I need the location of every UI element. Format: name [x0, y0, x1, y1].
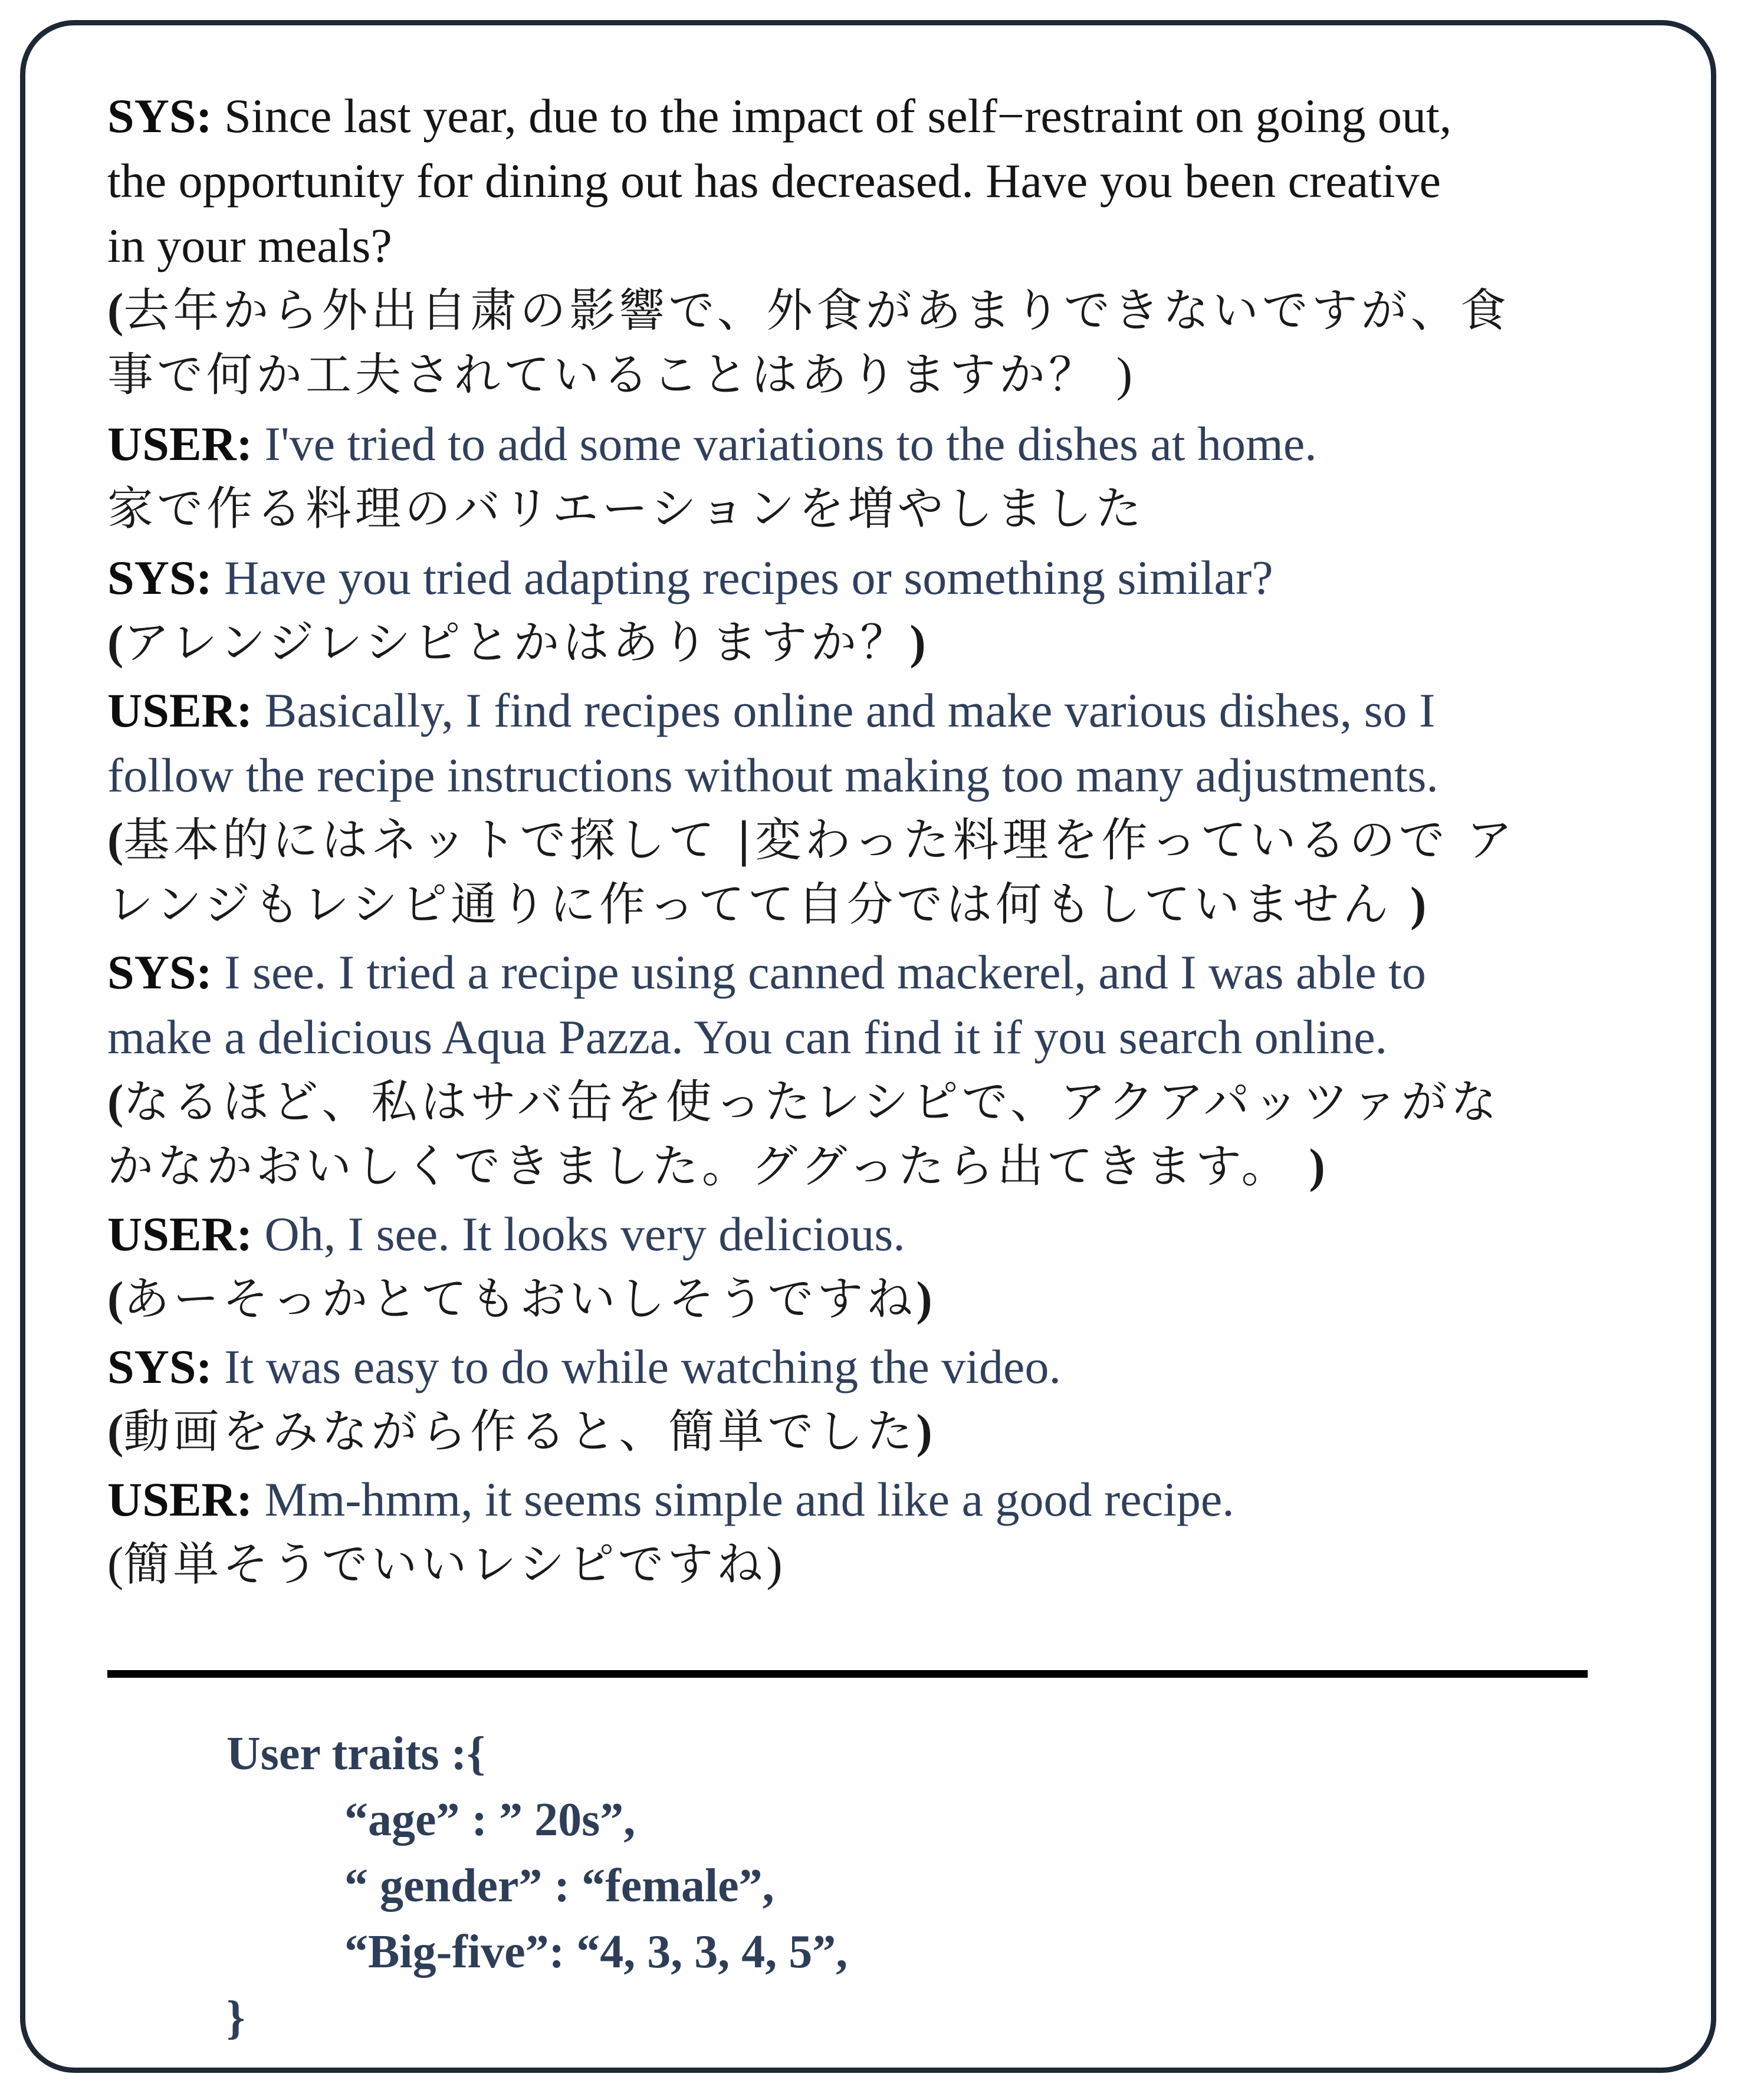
japanese-text: なるほど、私はサバ缶を使ったレシピで、アクアパッツァがな — [123, 1076, 1500, 1129]
utterance-text: Basically, I find recipes online and make various dishes, so I — [252, 683, 1436, 737]
open-paren: ( — [107, 813, 124, 866]
turn-sys-1 — [107, 84, 1641, 407]
close-paren: ) — [909, 615, 926, 669]
utterance-text: It was easy to do while watching the video. — [212, 1340, 1061, 1394]
japanese-text: アレンジレシピとかはありますか？ — [123, 616, 910, 669]
dialogue-transcript — [107, 84, 1641, 1596]
close-paren: ) — [1116, 347, 1133, 401]
japanese-text: 去年から外出自粛の影響で、外食があまりできないですが、食 — [123, 284, 1510, 337]
japanese-text: 家で作る料理のバリエーションを増やしました — [107, 482, 1145, 535]
traits-header: User traits :{ — [226, 1728, 485, 1780]
open-paren: ( — [107, 1074, 124, 1128]
turn-user-4 — [107, 1467, 1641, 1596]
speaker-label: SYS: — [107, 551, 212, 604]
utterance-line — [107, 940, 1641, 1005]
user-traits-block — [226, 1721, 848, 2051]
translation-line — [107, 1070, 1641, 1134]
open-paren: ( — [107, 1271, 124, 1325]
utterance-text: follow the recipe instructions without making too many adjustments. — [107, 748, 1438, 802]
speaker-label: SYS: — [107, 1340, 212, 1394]
open-paren: ( — [107, 283, 124, 337]
japanese-text: 基本的にはネットで探して |変わった料理を作っているので ア — [123, 814, 1516, 867]
speaker-label: USER: — [107, 1473, 253, 1526]
translation-line — [107, 1399, 1641, 1464]
close-paren: ) — [1410, 877, 1427, 931]
utterance-line — [107, 84, 1641, 149]
utterance-text: in your meals? — [107, 219, 392, 272]
translation-line — [107, 476, 1641, 541]
close-paren: ) — [916, 1404, 932, 1458]
close-paren: ) — [1309, 1139, 1325, 1192]
japanese-text: レンジもレシピ通りに作ってて自分では何もしていません — [107, 878, 1410, 931]
utterance-line — [107, 412, 1641, 476]
traits-close-brace: } — [226, 1992, 245, 2044]
translation-line — [107, 343, 1641, 407]
turn-user-1 — [107, 412, 1641, 541]
trait-big-five: “Big-five”: “4, 3, 3, 4, 5”, — [344, 1926, 848, 1978]
japanese-text: あーそっかとてもおいしそうですね — [123, 1273, 917, 1326]
speaker-label: USER: — [107, 417, 253, 471]
close-paren: ) — [916, 1271, 932, 1325]
utterance-line — [107, 678, 1641, 743]
translation-line — [107, 1267, 1641, 1331]
translation-line — [107, 278, 1641, 343]
utterance-text: Have you tried adapting recipes or something similar? — [212, 551, 1273, 604]
japanese-text: かなかおいしくできました。ググったら出てきます。 — [107, 1140, 1309, 1193]
utterance-line — [107, 1335, 1641, 1399]
open-paren: ( — [107, 615, 124, 669]
speaker-label: USER: — [107, 683, 253, 737]
speaker-label: USER: — [107, 1207, 253, 1261]
turn-sys-3 — [107, 940, 1641, 1198]
translation-line — [107, 1134, 1641, 1198]
translation-line — [107, 1532, 1641, 1596]
utterance-text: Mm-hmm, it seems simple and like a good recipe. — [252, 1473, 1234, 1526]
utterance-text: I've tried to add some variations to the dishes at home. — [252, 417, 1317, 471]
turn-sys-2 — [107, 545, 1641, 675]
utterance-text: the opportunity for dining out has decreased. Have you been creative — [107, 154, 1441, 208]
speaker-label: SYS: — [107, 945, 212, 999]
japanese-text: 簡単そうでいいレシピですね — [123, 1538, 767, 1591]
open-paren: ( — [107, 1537, 124, 1590]
japanese-text: 動画をみながら作ると、簡単でした — [123, 1405, 917, 1458]
japanese-text: 事で何か工夫されていることはありますか？ — [107, 349, 1116, 402]
open-paren: ( — [107, 1404, 124, 1458]
translation-line — [107, 872, 1641, 936]
utterance-text: Since last year, due to the impact of self−restraint on going out, — [212, 89, 1452, 143]
utterance-text: make a delicious Aqua Pazza. You can find it if you search online. — [107, 1010, 1388, 1064]
turn-sys-4 — [107, 1335, 1641, 1464]
translation-line — [107, 610, 1641, 675]
close-paren: ) — [766, 1537, 783, 1590]
utterance-line — [107, 545, 1641, 610]
turn-user-2 — [107, 678, 1641, 936]
speaker-label: SYS: — [107, 89, 212, 143]
utterance-line — [107, 1202, 1641, 1267]
turn-user-3 — [107, 1202, 1641, 1331]
utterance-text: Oh, I see. It looks very delicious. — [252, 1207, 905, 1261]
utterance-line — [107, 1467, 1641, 1532]
utterance-text: I see. I tried a recipe using canned mackerel, and I was able to — [212, 945, 1426, 999]
trait-age: “age” : ” 20s”, — [344, 1794, 636, 1846]
translation-line — [107, 808, 1641, 872]
section-divider — [107, 1670, 1588, 1678]
trait-gender: “ gender” : “female”, — [344, 1860, 774, 1912]
